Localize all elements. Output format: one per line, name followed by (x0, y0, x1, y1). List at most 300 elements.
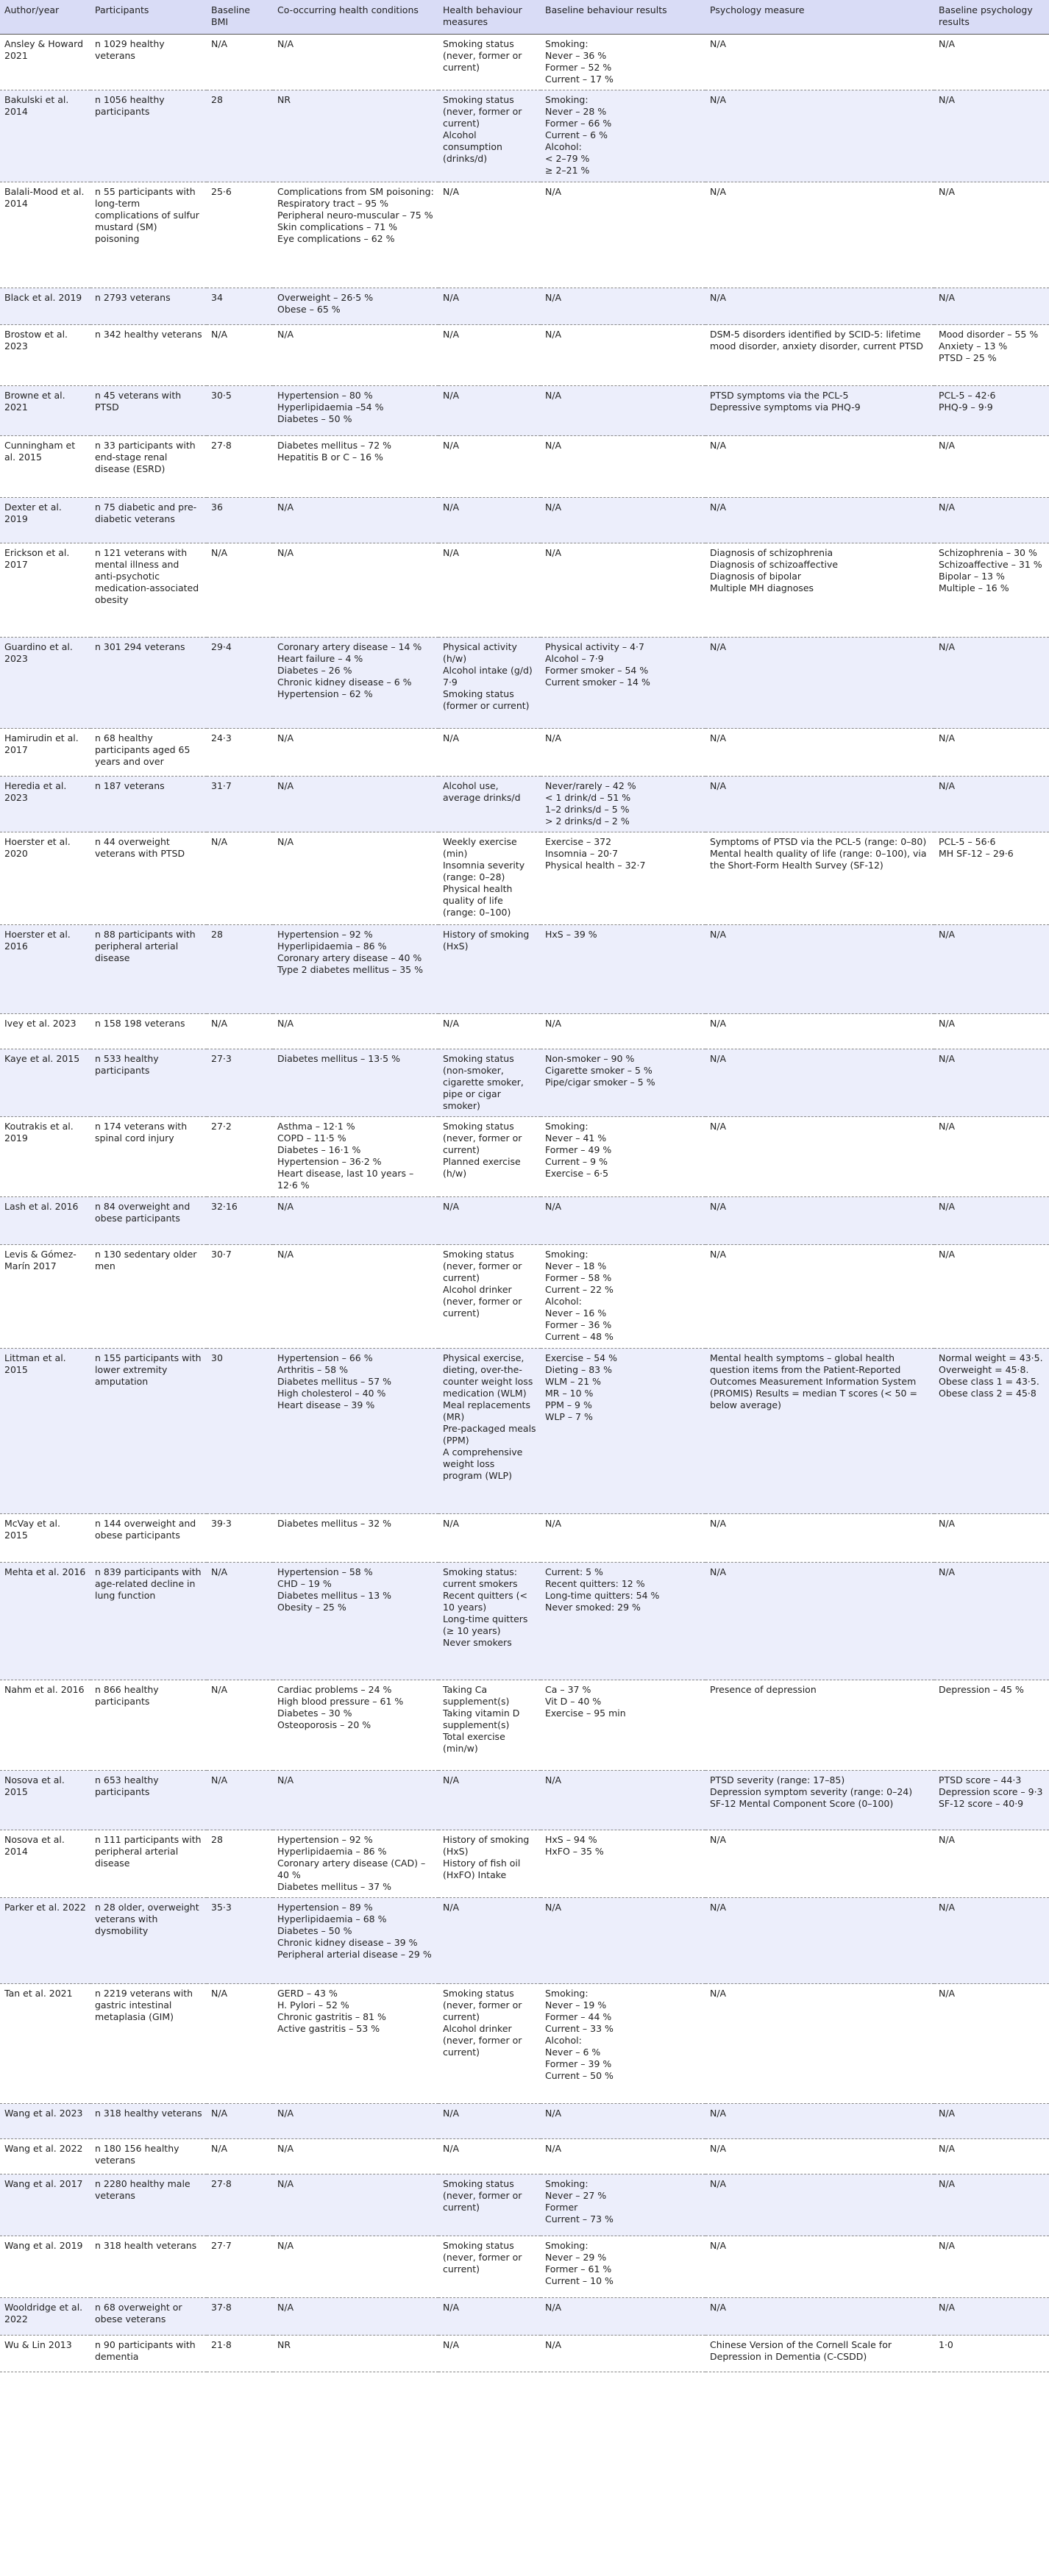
cell-line: Planned exercise (h/w) (443, 1156, 521, 1179)
cell-co-occurring-conditions (273, 638, 438, 729)
cell-line: N/A (211, 1774, 228, 1785)
cell-line: NR (277, 94, 291, 105)
cell-line: Smoking: (545, 1121, 588, 1132)
cell-author-year (0, 1771, 90, 1830)
cell-line: Vit D – 40 % (545, 1696, 602, 1707)
cell-line: N/A (277, 2178, 294, 2189)
cell-health-behaviour-measures (438, 1984, 541, 2104)
cell-line: N/A (545, 732, 562, 743)
cell-baseline-psychology-results (934, 90, 1049, 182)
cell-participants (90, 543, 207, 638)
table-row (0, 386, 1049, 436)
cell-baseline-behaviour-results (541, 2174, 705, 2236)
cell-psychology-measure (705, 1514, 934, 1563)
header-health-behaviour-measures: Health behaviour measures (438, 0, 541, 35)
cell-co-occurring-conditions (273, 1898, 438, 1984)
cell-line: N/A (277, 547, 294, 558)
cell-co-occurring-conditions (273, 1563, 438, 1680)
cell-line: MR – 10 % (545, 1388, 594, 1399)
cell-line: N/A (939, 1518, 956, 1529)
cell-participants (90, 1014, 207, 1049)
cell-baseline-bmi (207, 1563, 273, 1680)
cell-health-behaviour-measures (438, 1014, 541, 1049)
cell-baseline-bmi (207, 182, 273, 288)
cell-line: Former – 44 % (545, 2011, 612, 2022)
cell-line: n 44 overweight veterans with PTSD (95, 836, 185, 859)
cell-line: N/A (443, 547, 460, 558)
cell-baseline-psychology-results (934, 1197, 1049, 1245)
table-row (0, 1680, 1049, 1771)
cell-psychology-measure (705, 498, 934, 543)
cell-line: Cunningham et al. 2015 (4, 440, 76, 463)
cell-author-year (0, 436, 90, 498)
cell-baseline-behaviour-results (541, 1349, 705, 1514)
cell-line: N/A (710, 292, 727, 303)
cell-psychology-measure (705, 1117, 934, 1197)
cell-line: N/A (710, 1121, 727, 1132)
cell-line: N/A (277, 502, 294, 513)
cell-line: 27·3 (211, 1053, 232, 1064)
table-row (0, 925, 1049, 1014)
cell-line: N/A (277, 1774, 294, 1785)
cell-line: Smoking status (never, former or current) (443, 1988, 522, 2022)
cell-line: n 33 participants with end-stage renal disease (ESRD) (95, 440, 196, 474)
cell-participants (90, 1830, 207, 1898)
cell-line: HxS – 94 % (545, 1834, 597, 1845)
cell-line: 1–2 drinks/d – 5 % (545, 804, 630, 815)
cell-line: Alcohol intake (g/d) 7·9 (443, 665, 533, 688)
cell-line: Never – 19 % (545, 1999, 607, 2011)
cell-line: Hypertension – 66 % (277, 1352, 373, 1363)
cell-line: Diabetes mellitus – 37 % (277, 1881, 392, 1892)
cell-line: PTSD severity (range: 17–85) (710, 1774, 845, 1785)
cell-line: Heart disease, last 10 years – 12·6 % (277, 1168, 414, 1191)
cell-line: Recent quitters (< 10 years) (443, 1590, 527, 1613)
cell-line: 27·2 (211, 1121, 232, 1132)
cell-line: n 90 participants with dementia (95, 2339, 196, 2362)
table-row (0, 1563, 1049, 1680)
cell-baseline-behaviour-results (541, 182, 705, 288)
cell-line: N/A (211, 2143, 228, 2154)
cell-line: N/A (939, 780, 956, 791)
cell-line: n 839 participants with age-related decline in lung function (95, 1566, 202, 1601)
cell-line: N/A (545, 390, 562, 401)
cell-line: N/A (545, 1018, 562, 1029)
cell-line: n 45 veterans with PTSD (95, 390, 182, 413)
cell-participants (90, 1563, 207, 1680)
cell-line: Depression symptom severity (range: 0–24) (710, 1786, 913, 1797)
cell-co-occurring-conditions (273, 35, 438, 90)
cell-line: N/A (710, 1053, 727, 1064)
cell-participants (90, 386, 207, 436)
cell-health-behaviour-measures (438, 1514, 541, 1563)
cell-line: N/A (939, 1201, 956, 1212)
cell-participants (90, 1984, 207, 2104)
cell-line: Diabetes – 50 % (277, 1925, 352, 1936)
cell-baseline-behaviour-results (541, 35, 705, 90)
cell-author-year (0, 1049, 90, 1117)
cell-author-year (0, 729, 90, 777)
cell-line: Symptoms of PTSD via the PCL-5 (range: 0–80) (710, 836, 927, 847)
cell-health-behaviour-measures (438, 1245, 541, 1349)
cell-baseline-bmi (207, 1117, 273, 1197)
cell-line: N/A (277, 2108, 294, 2119)
cell-line: N/A (545, 1774, 562, 1785)
cell-line: Respiratory tract – 95 % (277, 198, 389, 209)
cell-line: HxS – 39 % (545, 929, 597, 940)
cell-line: N/A (939, 2240, 956, 2251)
cell-psychology-measure (705, 1197, 934, 1245)
cell-line: n 144 overweight and obese participants (95, 1518, 196, 1541)
cell-line: Koutrakis et al. 2019 (4, 1121, 74, 1143)
cell-line: Heredia et al. 2023 (4, 780, 67, 803)
cell-line: Physical activity (h/w) (443, 641, 517, 664)
cell-author-year (0, 2139, 90, 2174)
cell-line: 27·8 (211, 2178, 232, 2189)
cell-line: Smoking status (former or current) (443, 688, 530, 711)
cell-line: n 342 healthy veterans (95, 329, 202, 340)
cell-psychology-measure (705, 1014, 934, 1049)
cell-baseline-bmi (207, 1680, 273, 1771)
cell-line: Exercise – 372 (545, 836, 612, 847)
cell-line: Lash et al. 2016 (4, 1201, 79, 1212)
cell-baseline-psychology-results (934, 1117, 1049, 1197)
cell-line: 29·4 (211, 641, 232, 652)
cell-line: Diagnosis of bipolar (710, 571, 802, 582)
cell-health-behaviour-measures (438, 2336, 541, 2372)
cell-line: Hoerster et al. 2020 (4, 836, 71, 859)
cell-line: Never smokers (443, 1637, 512, 1648)
cell-psychology-measure (705, 543, 934, 638)
cell-author-year (0, 543, 90, 638)
cell-line: Cigarette smoker – 5 % (545, 1065, 652, 1076)
cell-health-behaviour-measures (438, 925, 541, 1014)
cell-co-occurring-conditions (273, 288, 438, 325)
cell-line: Chronic gastritis – 81 % (277, 2011, 386, 2022)
cell-author-year (0, 90, 90, 182)
cell-line: Erickson et al. 2017 (4, 547, 70, 570)
cell-participants (90, 2104, 207, 2139)
cell-line: n 653 healthy participants (95, 1774, 159, 1797)
cell-line: N/A (443, 1518, 460, 1529)
cell-line: Obesity – 25 % (277, 1602, 346, 1613)
cell-line: Kaye et al. 2015 (4, 1053, 80, 1064)
cell-participants (90, 925, 207, 1014)
cell-health-behaviour-measures (438, 436, 541, 498)
cell-line: N/A (545, 292, 562, 303)
cell-author-year (0, 1898, 90, 1984)
cell-line: Browne et al. 2021 (4, 390, 65, 413)
cell-line: Total exercise (min/w) (443, 1731, 505, 1754)
cell-line: N/A (939, 292, 956, 303)
cell-line: n 68 healthy participants aged 65 years and over (95, 732, 191, 767)
cell-line: WLP – 7 % (545, 1411, 593, 1422)
cell-line: Depressive symptoms via PHQ-9 (710, 402, 861, 413)
cell-co-occurring-conditions (273, 2104, 438, 2139)
cell-line: N/A (939, 440, 956, 451)
cell-baseline-bmi (207, 2104, 273, 2139)
cell-baseline-psychology-results (934, 2336, 1049, 2372)
cell-baseline-behaviour-results (541, 386, 705, 436)
cell-line: n 68 overweight or obese veterans (95, 2302, 182, 2325)
cell-line: N/A (710, 2108, 727, 2119)
cell-line: Former – 61 % (545, 2263, 612, 2274)
cell-participants (90, 2236, 207, 2298)
cell-baseline-behaviour-results (541, 436, 705, 498)
table-row (0, 2236, 1049, 2298)
cell-line: Alcohol drinker (never, former or current) (443, 1284, 522, 1319)
cell-baseline-behaviour-results (541, 1563, 705, 1680)
cell-line: N/A (443, 2143, 460, 2154)
cell-line: Chronic kidney disease – 39 % (277, 1937, 418, 1948)
cell-line: < 1 drink/d – 51 % (545, 792, 631, 803)
cell-line: Overweight – 26·5 % (277, 292, 374, 303)
cell-line: Alcohol drinker (never, former or current) (443, 2023, 522, 2058)
table-row (0, 1117, 1049, 1197)
cell-health-behaviour-measures (438, 498, 541, 543)
cell-co-occurring-conditions (273, 386, 438, 436)
cell-author-year (0, 925, 90, 1014)
cell-co-occurring-conditions (273, 90, 438, 182)
cell-line: n 187 veterans (95, 780, 165, 791)
cell-line: Eye complications – 62 % (277, 233, 395, 244)
cell-line: 34 (211, 292, 223, 303)
cell-baseline-bmi (207, 925, 273, 1014)
cell-baseline-bmi (207, 325, 273, 386)
cell-line: Never/rarely – 42 % (545, 780, 636, 791)
cell-baseline-behaviour-results (541, 1049, 705, 1117)
cell-health-behaviour-measures (438, 2174, 541, 2236)
cell-baseline-behaviour-results (541, 1014, 705, 1049)
cell-line: 28 (211, 1834, 223, 1845)
table-row (0, 90, 1049, 182)
cell-line: Nosova et al. 2015 (4, 1774, 65, 1797)
cell-line: Ca – 37 % (545, 1684, 591, 1695)
cell-line: N/A (710, 1018, 727, 1029)
cell-line: N/A (710, 94, 727, 105)
cell-line: N/A (211, 1018, 228, 1029)
cell-line: Smoking status (never, former or current) (443, 1249, 522, 1283)
cell-baseline-bmi (207, 1349, 273, 1514)
cell-line: Exercise – 6·5 (545, 1168, 609, 1179)
table-row (0, 832, 1049, 925)
table-row (0, 182, 1049, 288)
cell-baseline-behaviour-results (541, 1245, 705, 1349)
cell-psychology-measure (705, 1680, 934, 1771)
cell-health-behaviour-measures (438, 1197, 541, 1245)
cell-psychology-measure (705, 90, 934, 182)
cell-line: N/A (710, 502, 727, 513)
cell-baseline-behaviour-results (541, 2104, 705, 2139)
cell-participants (90, 777, 207, 832)
cell-baseline-psychology-results (934, 1830, 1049, 1898)
cell-line: N/A (939, 2178, 956, 2189)
cell-line: N/A (710, 2178, 727, 2189)
cell-line: Never – 27 % (545, 2190, 607, 2201)
cell-baseline-behaviour-results (541, 2336, 705, 2372)
cell-line: Never – 18 % (545, 1260, 607, 1271)
cell-baseline-behaviour-results (541, 288, 705, 325)
cell-baseline-psychology-results (934, 325, 1049, 386)
cell-line: N/A (211, 329, 228, 340)
cell-line: Pre-packaged meals (PPM) (443, 1423, 536, 1446)
cell-participants (90, 2139, 207, 2174)
cell-line: N/A (211, 547, 228, 558)
cell-line: N/A (710, 732, 727, 743)
cell-baseline-psychology-results (934, 1771, 1049, 1830)
cell-line: High cholesterol – 40 % (277, 1388, 386, 1399)
cell-line: History of smoking (HxS) (443, 929, 530, 952)
cell-line: n 75 diabetic and pre-diabetic veterans (95, 502, 197, 524)
cell-line: n 111 participants with peripheral arterial disease (95, 1834, 202, 1869)
cell-line: N/A (939, 929, 956, 940)
cell-line: Diabetes – 30 % (277, 1708, 352, 1719)
cell-author-year (0, 498, 90, 543)
cell-health-behaviour-measures (438, 777, 541, 832)
cell-co-occurring-conditions (273, 2139, 438, 2174)
cell-line: N/A (710, 1566, 727, 1577)
cell-line: 30·5 (211, 390, 232, 401)
cell-baseline-psychology-results (934, 1563, 1049, 1680)
cell-line: Meal replacements (MR) (443, 1399, 530, 1422)
cell-participants (90, 1680, 207, 1771)
header-baseline-psychology-results: Baseline psychology results (934, 0, 1049, 35)
cell-line: Diabetes – 16·1 % (277, 1144, 361, 1155)
cell-baseline-bmi (207, 1984, 273, 2104)
cell-line: N/A (939, 1902, 956, 1913)
table-row (0, 1771, 1049, 1830)
cell-line: Multiple – 16 % (939, 582, 1009, 593)
table-row (0, 2139, 1049, 2174)
cell-line: Diabetes – 50 % (277, 413, 352, 424)
cell-co-occurring-conditions (273, 1771, 438, 1830)
cell-line: Mood disorder – 55 % (939, 329, 1039, 340)
cell-line: N/A (545, 502, 562, 513)
cell-participants (90, 436, 207, 498)
cell-baseline-bmi (207, 35, 273, 90)
cell-line: N/A (277, 836, 294, 847)
cell-psychology-measure (705, 436, 934, 498)
cell-psychology-measure (705, 1049, 934, 1117)
cell-line: N/A (939, 732, 956, 743)
cell-line: Cardiac problems – 24 % (277, 1684, 392, 1695)
table-body (0, 35, 1049, 2372)
cell-line: n 301 294 veterans (95, 641, 185, 652)
cell-line: Chronic kidney disease – 6 % (277, 677, 412, 688)
cell-line: Diagnosis of schizoaffective (710, 559, 839, 570)
cell-baseline-psychology-results (934, 832, 1049, 925)
cell-baseline-bmi (207, 1049, 273, 1117)
cell-line: N/A (939, 1249, 956, 1260)
cell-line: N/A (939, 186, 956, 197)
cell-line: GERD – 43 % (277, 1988, 338, 1999)
cell-health-behaviour-measures (438, 1771, 541, 1830)
cell-health-behaviour-measures (438, 729, 541, 777)
cell-line: N/A (443, 502, 460, 513)
cell-line: Never – 28 % (545, 106, 607, 117)
cell-line: Hyperlipidaemia – 86 % (277, 1846, 387, 1857)
cell-author-year (0, 325, 90, 386)
table-row (0, 638, 1049, 729)
cell-line: N/A (443, 1018, 460, 1029)
cell-psychology-measure (705, 386, 934, 436)
cell-line: Overweight = 45·8. (939, 1364, 1029, 1375)
cell-line: 21·8 (211, 2339, 232, 2350)
cell-author-year (0, 2174, 90, 2236)
cell-line: Wooldridge et al. 2022 (4, 2302, 83, 2325)
cell-baseline-bmi (207, 1898, 273, 1984)
cell-line: Asthma – 12·1 % (277, 1121, 355, 1132)
cell-line: N/A (211, 1988, 228, 1999)
cell-line: n 155 participants with lower extremity amputation (95, 1352, 202, 1387)
cell-line: Balali-Mood et al. 2014 (4, 186, 85, 209)
cell-baseline-psychology-results (934, 436, 1049, 498)
cell-line: SF-12 Mental Component Score (0–100) (710, 1798, 894, 1809)
cell-participants (90, 1898, 207, 1984)
cell-line: Taking vitamin D supplement(s) (443, 1708, 520, 1730)
cell-baseline-psychology-results (934, 1014, 1049, 1049)
cell-line: N/A (211, 836, 228, 847)
table-row (0, 1197, 1049, 1245)
cell-line: N/A (710, 186, 727, 197)
cell-psychology-measure (705, 832, 934, 925)
cell-line: Current – 48 % (545, 1331, 614, 1342)
cell-line: Smoking status: current smokers (443, 1566, 518, 1589)
table-row (0, 2174, 1049, 2236)
cell-line: Former – 39 % (545, 2058, 612, 2069)
cell-line: Smoking status (never, former or current) (443, 2178, 522, 2213)
cell-author-year (0, 1245, 90, 1349)
cell-co-occurring-conditions (273, 1830, 438, 1898)
cell-line: n 2219 veterans with gastric intestinal metaplasia (GIM) (95, 1988, 193, 2022)
cell-line: McVay et al. 2015 (4, 1518, 60, 1541)
cell-line: Diabetes – 26 % (277, 665, 352, 676)
cell-baseline-bmi (207, 729, 273, 777)
cell-participants (90, 729, 207, 777)
cell-psychology-measure (705, 1771, 934, 1830)
cell-line: Current – 17 % (545, 74, 614, 85)
cell-line: < 2–79 % (545, 153, 590, 164)
cell-line: Current – 22 % (545, 1284, 614, 1295)
cell-line: Taking Ca supplement(s) (443, 1684, 510, 1707)
cell-line: PTSD symptoms via the PCL-5 (710, 390, 849, 401)
cell-line: Smoking status (never, former or current) (443, 2240, 522, 2274)
cell-baseline-behaviour-results (541, 832, 705, 925)
cell-line: N/A (443, 732, 460, 743)
cell-line: Physical health – 32·7 (545, 860, 646, 871)
cell-line: Hypertension – 80 % (277, 390, 373, 401)
cell-line: Multiple MH diagnoses (710, 582, 814, 593)
cell-line: N/A (545, 186, 562, 197)
cell-line: Black et al. 2019 (4, 292, 82, 303)
cell-co-occurring-conditions (273, 1349, 438, 1514)
cell-line: N/A (939, 1018, 956, 1029)
cell-health-behaviour-measures (438, 35, 541, 90)
cell-line: N/A (545, 2339, 562, 2350)
cell-participants (90, 1197, 207, 1245)
cell-line: Guardino et al. 2023 (4, 641, 73, 664)
cell-line: Never – 41 % (545, 1132, 607, 1143)
cell-line: Diabetes mellitus – 13·5 % (277, 1053, 400, 1064)
cell-line: N/A (545, 1518, 562, 1529)
cell-line: Mental health quality of life (range: 0–100), via the Short-Form Health Survey (SF-12) (710, 848, 927, 871)
cell-baseline-behaviour-results (541, 1898, 705, 1984)
cell-baseline-behaviour-results (541, 777, 705, 832)
cell-line: PPM – 9 % (545, 1399, 592, 1410)
cell-baseline-psychology-results (934, 2174, 1049, 2236)
cell-line: Former (545, 2202, 578, 2213)
cell-line: Wang et al. 2019 (4, 2240, 83, 2251)
